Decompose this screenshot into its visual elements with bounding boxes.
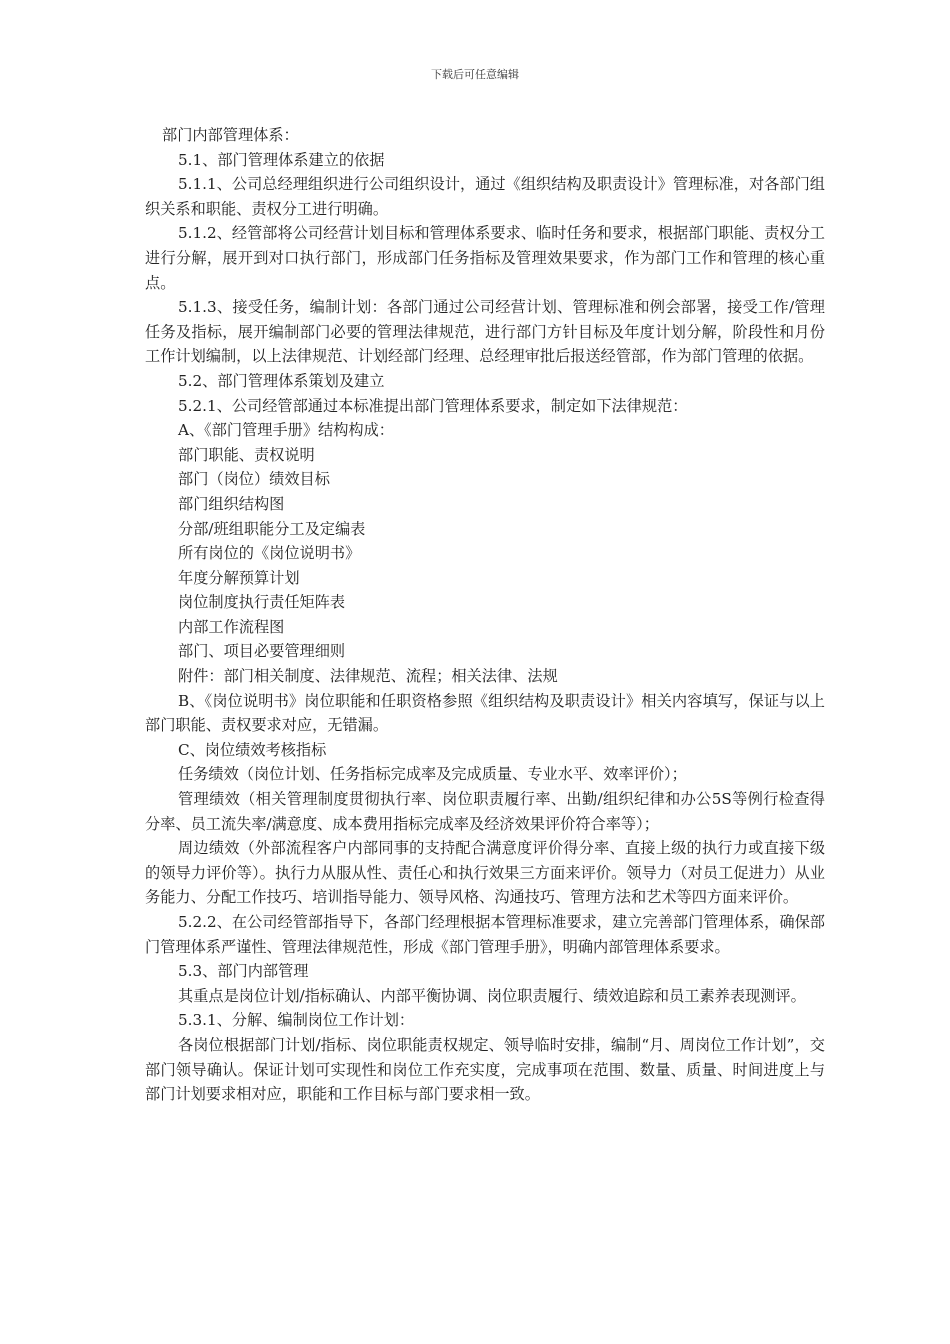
paragraph: 其重点是岗位计划/指标确认、内部平衡协调、岗位职责履行、绩效追踪和员工素养表现测评。 — [178, 986, 806, 1005]
paragraph: 5.2.2、在公司经管部指导下，各部门经理根据本管理标准要求，建立完善部门管理体系，确保部门管理体系严谨性、管理法律规范性，形成《部门管理手册》，明确内部管理体系要求。 — [145, 913, 825, 956]
paragraph: 内部工作流程图 — [178, 617, 285, 636]
paragraph: 所有岗位的《岗位说明书》 — [178, 544, 361, 563]
paragraph: 任务绩效（岗位计划、任务指标完成率及完成质量、专业水平、效率评价）； — [178, 765, 687, 784]
paragraph: 5.2.1、公司经管部通过本标准提出部门管理体系要求，制定如下法律规范： — [178, 396, 688, 415]
page-header: 下载后可任意编辑 — [431, 68, 519, 81]
paragraph: 管理绩效（相关管理制度贯彻执行率、岗位职责履行率、出勤/组织纪律和办公5S等例行检查得分率、员工流失率/满意度、成本费用指标完成率及经济效果评价符合率等）； — [145, 790, 825, 833]
paragraph: 5.3.1、分解、编制岗位工作计划： — [178, 1011, 415, 1030]
paragraph: 5.3、部门内部管理 — [178, 962, 309, 981]
paragraph: 周边绩效（外部流程客户内部同事的支持配合满意度评价得分率、直接上级的执行力或直接下级的领导力评价等）。执行力从服从性、责任心和执行效果三方面来评价。领导力（对员工促进力）从业务能力、分配工作技巧、培训指导能力、领导风格、沟通技巧、管理方法和艺术等四方面来评价。 — [145, 839, 825, 907]
paragraph: 附件：部门相关制度、法律规范、流程；相关法律、法规 — [178, 667, 558, 686]
paragraph: 5.1.2、经管部将公司经营计划目标和管理体系要求、临时任务和要求，根据部门职能、责权分工进行分解，展开到对口执行部门，形成部门任务指标及管理效果要求，作为部门工作和管理的核心重点。 — [145, 224, 825, 292]
paragraph: 年度分解预算计划 — [178, 568, 300, 587]
paragraph: 分部/班组职能分工及定编表 — [178, 519, 366, 538]
paragraph: 部门、项目必要管理细则 — [178, 642, 346, 661]
paragraph: A、《部门管理手册》结构构成： — [178, 421, 394, 440]
paragraph: 部门职能、责权说明 — [178, 445, 315, 464]
paragraph: 5.2、部门管理体系策划及建立 — [178, 371, 385, 390]
paragraph: 部门内部管理体系： — [162, 126, 299, 144]
paragraph: B、《岗位说明书》岗位职能和任职资格参照《组织结构及职责设计》相关内容填写，保证与以上部门职能、责权要求对应，无错漏。 — [145, 691, 825, 735]
document-body — [145, 123, 825, 1107]
paragraph: 岗位制度执行责任矩阵表 — [178, 593, 346, 612]
paragraph: 5.1.1、公司总经理组织进行公司组织设计，通过《组织结构及职责设计》管理标准，对各部门组织关系和职能、责权分工进行明确。 — [145, 175, 825, 218]
paragraph: 部门组织结构图 — [178, 494, 285, 513]
paragraph: 5.1、部门管理体系建立的依据 — [178, 150, 385, 169]
paragraph: C、岗位绩效考核指标 — [178, 740, 327, 759]
paragraph: 各岗位根据部门计划/指标、岗位职能责权规定、领导临时安排，编制“月、周岗位工作计划”，交部门领导确认。保证计划可实现性和岗位工作充实度，完成事项在范围、数量、质量、时间进度上与部门计划要求相对应，职能和工作目标与部门要求相一致。 — [145, 1035, 825, 1104]
paragraph: 5.1.3、接受任务，编制计划：各部门通过公司经营计划、管理标准和例会部署，接受工作/管理任务及指标，展开编制部门必要的管理法律规范，进行部门方针目标及年度计划分解，阶段性和月份工作计划编制，以上法律规范、计划经部门经理、总经理审批后报送经管部，作为部门管理的依据。 — [145, 298, 825, 366]
paragraph: 部门（岗位）绩效目标 — [178, 470, 330, 489]
